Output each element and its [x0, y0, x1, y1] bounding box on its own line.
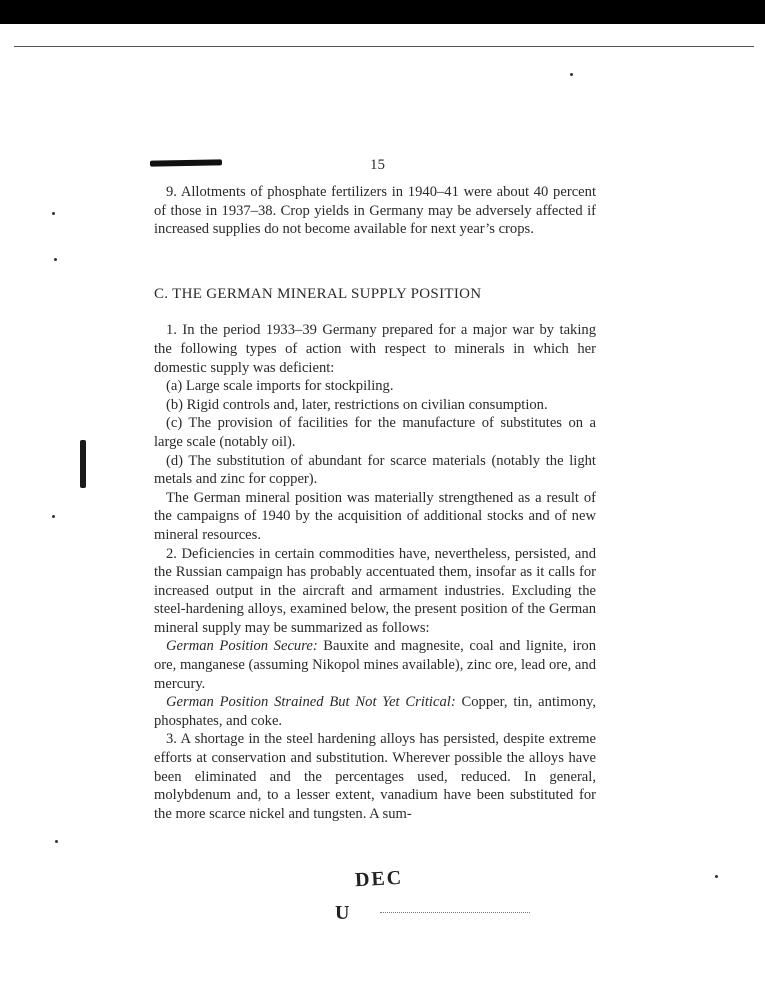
scan-rule-line [14, 46, 754, 47]
page-body [154, 183, 596, 823]
scan-top-border [0, 0, 765, 24]
scan-speck [52, 212, 55, 215]
page-number: 15 [370, 157, 385, 173]
position-secure-label: German Position Secure: [166, 638, 318, 655]
position-secure [154, 637, 596, 693]
declassification-stamp: DEC [354, 866, 404, 892]
scan-speck [54, 258, 57, 261]
list-item-a: (a) Large scale imports for stockpiling. [166, 378, 394, 395]
paragraph-3: 3. A shortage in the steel hardening alloys has persisted, despite extreme efforts at conservation and substitution. Wherever possible the alloys have been eliminated and the percentages used, reduced. In general, molybdenum and, to a lesser extent, vanadium have been substituted for the more scarce nickel and tungsten. A sum- [154, 731, 596, 822]
scan-speck [570, 73, 573, 76]
section-heading: C. THE GERMAN MINERAL SUPPLY POSITION [154, 285, 482, 302]
paragraph-1-continued: The German mineral position was materially strengthened as a result of the campaigns of 1940 by the acquisition of additional stocks and of new mineral resources. [154, 489, 596, 543]
redacted-header-stamp [150, 159, 222, 166]
stamp-dotted-line [380, 912, 530, 913]
position-secure-text: Bauxite and magnesite, coal and lignite, iron ore, manganese (assuming Nikopol mines available), zinc ore, lead ore, and mercury. [154, 638, 596, 692]
paragraph-2: 2. Deficiencies in certain commodities have, nevertheless, persisted, and the Russian campaign has probably accentuated them, insofar as it calls for increased output in the aircraft and armament industries. Excluding the steel-hardening alloys, examined below, the present position of the German mineral supply may be summarized as follows: [154, 545, 596, 636]
list-item-c: (c) The provision of facilities for the manufacture of substitutes on a large scale (notably oil). [154, 415, 596, 450]
paragraph-1: 1. In the period 1933–39 Germany prepared for a major war by taking the following types of action with respect to minerals in which her domestic supply was deficient: [154, 322, 596, 376]
scan-speck [55, 840, 58, 843]
list-item-b: (b) Rigid controls and, later, restrictions on civilian consumption. [166, 396, 548, 413]
declassification-stamp-2: U [335, 902, 352, 924]
position-strained-label: German Position Strained But Not Yet Critical: [166, 694, 456, 711]
margin-mark [80, 440, 86, 488]
scan-speck [715, 875, 718, 878]
list-item-d: (d) The substitution of abundant for scarce materials (notably the light metals and zinc for copper). [154, 452, 596, 488]
scan-speck [52, 515, 55, 518]
paragraph-9: 9. Allotments of phosphate fertilizers in 1940–41 were about 40 percent of those in 1937–38. Crop yields in Germany may be adversely affected if increased supplies do not become available for next year’s crops. [154, 184, 596, 238]
position-strained-text: Copper, tin, antimony, phosphates, and coke. [154, 694, 597, 729]
position-strained [154, 693, 596, 730]
